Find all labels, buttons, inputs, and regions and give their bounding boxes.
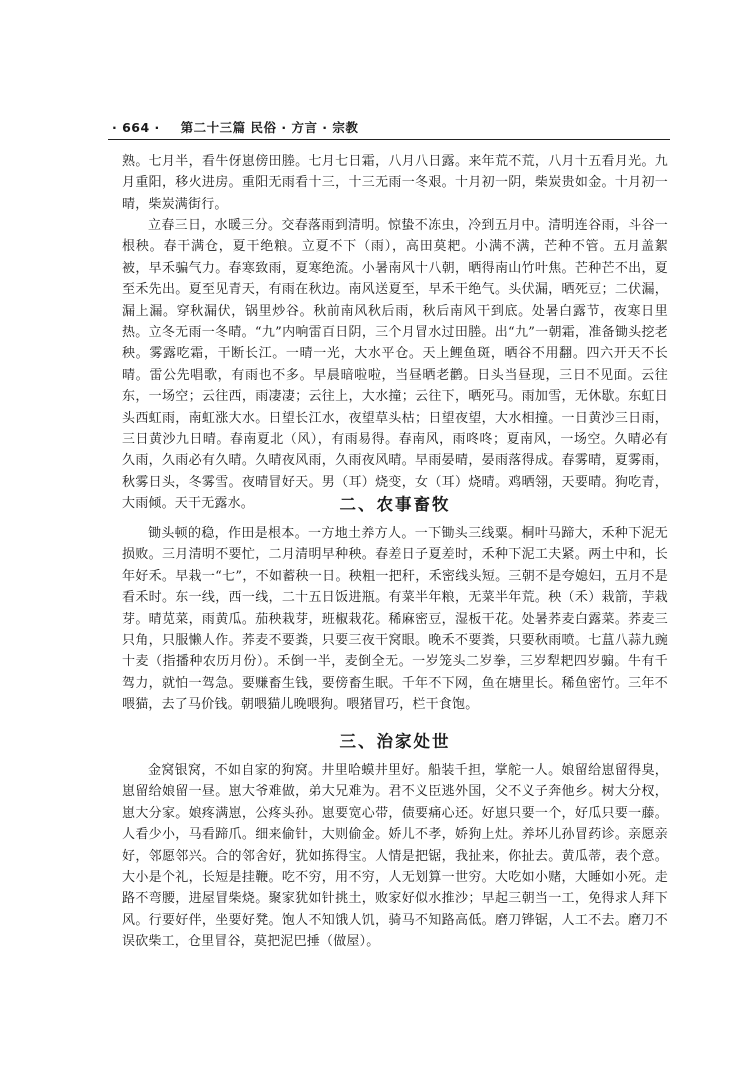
- weather-proverbs-continued: 熟。七月半，看牛伢崽傍田塍。七月七日霜，八月八日露。来年荒不荒，八月十五看月光。九月重阳，移火进房。重阳无雨看十三，十三无雨一冬艰。十月初一阴，柴炭贵如金。十月初一晴，柴炭满街行。: [122, 154, 668, 212]
- section-heading-farming: 二、农事畜牧: [339, 495, 451, 514]
- running-header: [112, 118, 672, 136]
- weather-proverbs: 立春三日，水暖三分。交春落雨到清明。惊蛰不冻虫，冷到五月中。清明连谷雨，斗谷一根秧。春干满仓，夏干绝粮。立夏不下（雨），高田莫耙。小满不满，芒种不管。五月盖絮被，早禾骗气力。春寒致雨，夏寒绝流。小暑南风十八朝，晒得南山竹叶焦。芒种芒不出，夏至禾先出。夏至见青天，有雨在秋边。南风送夏至，早禾干绝气。头伏漏，晒死豆；二伏漏，漏上漏。穿秋漏伏，锅里炒谷。秋前南风秋后雨，秋后南风干到底。处暑白露节，夜寒日里热。立冬无雨一冬晴。“九”内响雷百日阴，三个月冒水过田塍。出“九”一朝霜，准备锄头挖老秧。雾露吃霜，干断长江。一晴一光，大水平仓。天上鲤鱼斑，晒谷不用翻。四六开天不长晴。雷公先唱歌，有雨也不多。早晨暗啦啦，当昼晒老鹳。日头当昼现，三日不见面。云往东，一场空；云往西，雨凄凄；云往上，大水撞；云往下，晒死马。雨加雪，无休歇。东虹日头西虹雨，南虹涨大水。日望长江水，夜望草头枯；日望夜望，大水相撞。一日黄沙三日雨，三日黄沙九日晴。春南夏北（风），有雨易得。春南风，雨咚咚；夏南风，一场空。久晴必有久雨，久雨必有久晴。久晴夜风雨，久雨夜风晴。早雨晏晴，晏雨落得成。春雾晴，夏雾雨，秋雾日头，冬雾雪。夜晴冒好天。男（耳）烧变，女（耳）烧晴。鸡晒翎，天要晴。狗吃青，大雨倾。天干无露水。: [122, 218, 668, 512]
- header-rule: [108, 139, 670, 140]
- farming-proverbs: 锄头顿的稳，作田是根本。一方地土养方人。一下锄头三线粟。桐叶马蹄大，禾种下泥无损败。三月清明不要忙，二月清明早种秧。春差日子夏差时，禾种下泥工夫紧。两土中和，长年好禾。早栽一“七”，不如蓄秧一日。秧粗一把秆，禾密线头短。三朝不是夸媳妇，五月不是看禾时。东一线，西一线，二十五日饭进瓶。有菜半年粮，无菜半年荒。秧（禾）栽箭，芋栽芽。晴苋菜，雨黄瓜。茄秧栽芽，班椒栽花。稀麻密豆，湿板干花。处暑荞麦白露菜。荞麦三只角，只服懒人作。荞麦不要粪，只要三夜干窝眼。晚禾不要粪，只要秋雨喷。七蒀八蒜九豌十麦（指播种农历月份）。禾倒一半，麦倒全无。一岁笼头二岁拳，三岁犁耙四岁骟。牛有千驾力，就怕一驾急。要赚畜生钱，要傍畜生眠。千年不下网，鱼在塘里长。稀鱼密竹。三年不喂猫，去了马价钱。朝喂猫儿晚喂狗。喂猪冒巧，栏干食饱。: [122, 526, 668, 713]
- household-proverbs: 金窝银窝，不如自家的狗窝。井里哈蟆井里好。船装千担，掌舵一人。娘留给崽留得臭，崽留给娘留一昼。崽大爷难做，弟大兄难为。君不义臣逃外国，父不义子奔他乡。树大分杈，崽大分家。娘疼满崽，公疼头孙。崽要宽心带，债要痛心还。好崽只要一个，好瓜只要一藤。人看少小，马看蹄爪。细来偷针，大则偷金。娇儿不孝，娇狗上灶。养坏儿孙冒药诊。亲愿亲好，邻愿邻兴。合的邻舍好，犹如拣得宝。人情是把锯，我扯来，你扯去。黄瓜蒂，表个意。大小是个礼，长短是挂鞭。吃不穷，用不穷，人无划算一世穷。大吃如小赌，大睡如小死。走路不弯腰，进屋冒柴烧。聚家犹如针挑土，败家好似水推沙；早起三朝当一工，免得求人拜下风。行要好伴，坐要好凳。饱人不知饿人饥，骑马不知路高低。磨刀铧锯，人工不去。磨刀不误砍柴工，仓里冒谷，莫把泥巴捶（做屋）。: [122, 763, 668, 950]
- page-number: · 664 ·: [112, 120, 160, 135]
- chapter-title: 第二十三篇 民俗 · 方言 · 宗教: [180, 120, 359, 135]
- section-heading-household: 三、治家处世: [339, 732, 451, 751]
